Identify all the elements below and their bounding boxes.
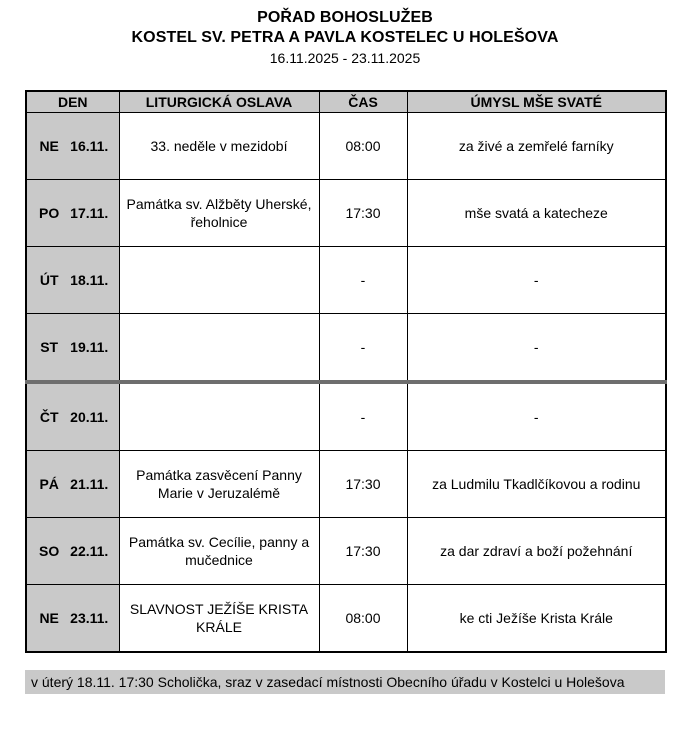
time-cell: -: [319, 247, 407, 314]
celebration-cell: Památka sv. Cecílie, panny a mučednice: [119, 518, 319, 585]
time-cell: 17:30: [319, 180, 407, 247]
intention-cell: za živé a zemřelé farníky: [407, 113, 666, 180]
table-row: [26, 451, 666, 518]
time-cell: -: [319, 314, 407, 383]
time-cell: 17:30: [319, 518, 407, 585]
column-header-cas: ČAS: [319, 91, 407, 113]
table-row: [26, 382, 666, 451]
celebration-cell: Památka sv. Alžběty Uherské, řeholnice: [119, 180, 319, 247]
table-row: [26, 113, 666, 180]
day-abbr: ST: [40, 338, 59, 355]
column-header-liturgicka-oslava: LITURGICKÁ OSLAVA: [119, 91, 319, 113]
day-date: 23.11.: [70, 609, 109, 626]
day-abbr: SO: [39, 542, 60, 559]
celebration-cell: SLAVNOST JEŽÍŠE KRISTA KRÁLE: [119, 585, 319, 653]
time-cell: 08:00: [319, 113, 407, 180]
column-header-umysl-mse-svate: ÚMYSL MŠE SVATÉ: [407, 91, 666, 113]
day-date: 19.11.: [70, 338, 109, 355]
day-cell: [26, 314, 119, 383]
day-cell: [26, 247, 119, 314]
day-cell: [26, 382, 119, 451]
table-row: [26, 518, 666, 585]
schedule-table: [25, 90, 667, 653]
day-date: 22.11.: [70, 542, 109, 559]
table-row: [26, 585, 666, 653]
table-row: [26, 180, 666, 247]
day-abbr: NE: [39, 137, 59, 154]
day-date: 17.11.: [70, 204, 109, 221]
day-abbr: ČT: [39, 408, 59, 425]
table-row: [26, 247, 666, 314]
day-date: 16.11.: [70, 137, 109, 154]
date-range: 16.11.2025 - 23.11.2025: [269, 50, 421, 66]
day-cell: [26, 518, 119, 585]
day-abbr: PO: [39, 204, 60, 221]
day-date: 20.11.: [70, 408, 109, 425]
celebration-cell: [119, 247, 319, 314]
day-cell: [26, 585, 119, 653]
day-abbr: ÚT: [39, 271, 59, 288]
celebration-cell: 33. neděle v mezidobí: [119, 113, 319, 180]
intention-cell: -: [407, 314, 666, 383]
day-abbr: PÁ: [39, 475, 59, 492]
day-cell: [26, 451, 119, 518]
intention-cell: za dar zdraví a boží požehnání: [407, 518, 666, 585]
day-date: 18.11.: [70, 271, 109, 288]
intention-cell: ke cti Ježíše Krista Krále: [407, 585, 666, 653]
church-name: KOSTEL SV. PETRA A PAVLA KOSTELEC U HOLEŠOVA: [131, 29, 559, 46]
time-cell: 17:30: [319, 451, 407, 518]
document-title: POŘAD BOHOSLUŽEB: [257, 9, 433, 26]
intention-cell: za Ludmilu Tkadlčíkovou a rodinu: [407, 451, 666, 518]
day-cell: [26, 113, 119, 180]
table-header-row: [26, 91, 666, 113]
table-row: [26, 314, 666, 383]
intention-cell: -: [407, 382, 666, 451]
day-cell: [26, 180, 119, 247]
celebration-cell: [119, 382, 319, 451]
document-header: [0, 0, 690, 68]
intention-cell: -: [407, 247, 666, 314]
footer-note: v úterý 18.11. 17:30 Scholička, sraz v zasedací místnosti Obecního úřadu v Kostelci u Holešova: [25, 670, 665, 694]
schedule-table-body: [26, 113, 666, 653]
celebration-cell: Památka zasvěcení Panny Marie v Jeruzalémě: [119, 451, 319, 518]
time-cell: 08:00: [319, 585, 407, 653]
celebration-cell: [119, 314, 319, 383]
intention-cell: mše svatá a katecheze: [407, 180, 666, 247]
day-abbr: NE: [39, 609, 59, 626]
day-date: 21.11.: [70, 475, 109, 492]
time-cell: -: [319, 382, 407, 451]
column-header-den: DEN: [26, 91, 119, 113]
